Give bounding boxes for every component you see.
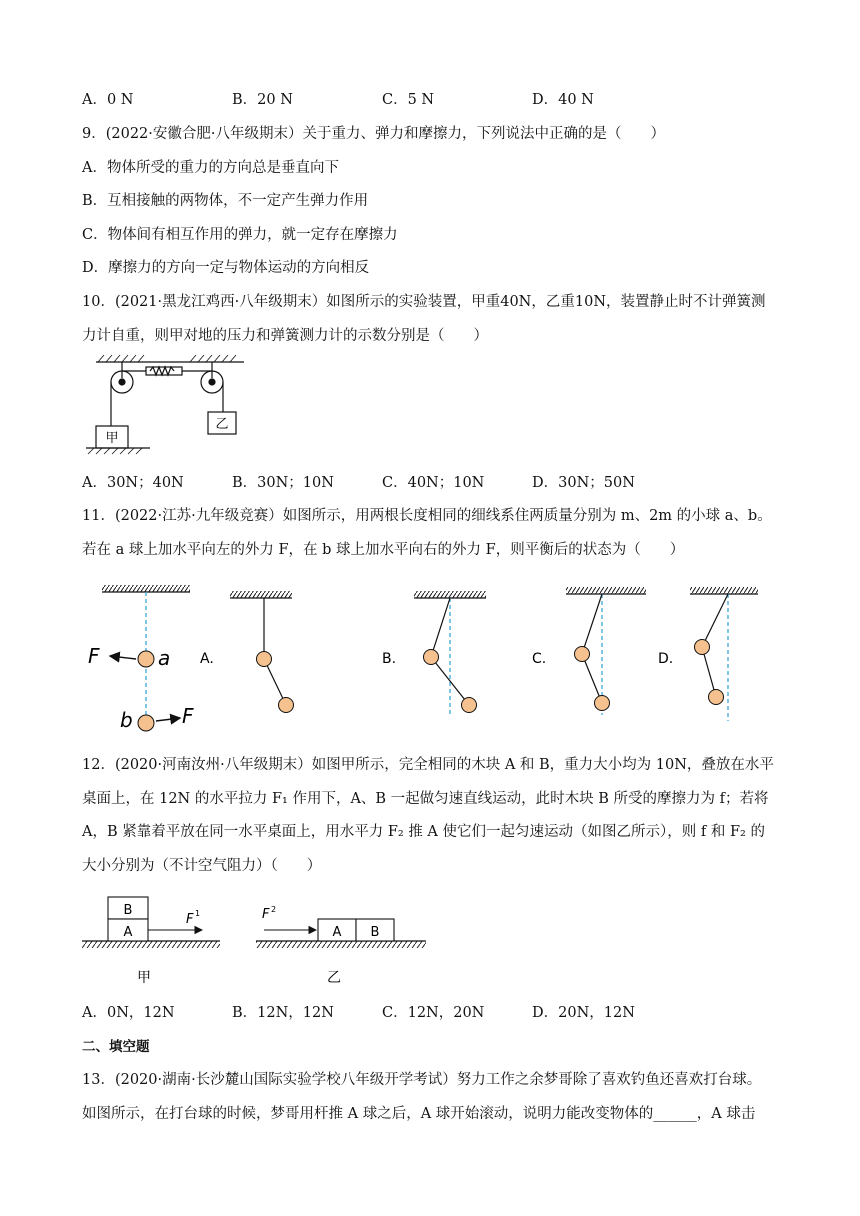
q10-stem-line1: 10．(2021·黑龙江鸡西·八年级期末）如图所示的实验装置，甲重40N，乙重10N，装置静止时不计弹簧测: [82, 294, 766, 310]
q11-ball-b: b: [120, 708, 133, 732]
q10-stem-line2: 力计自重，则甲对地的压力和弹簧测力计的示数分别是（ ）: [82, 328, 488, 344]
q11-option-a: A.: [200, 651, 214, 667]
q12-force-f1-sub: 1: [195, 909, 201, 918]
q11-figure: [80, 575, 760, 735]
q8-option-d: D．40 N: [532, 92, 594, 108]
q8-option-b: B．20 N: [232, 92, 293, 108]
q12-option-d: D．20N，12N: [532, 1005, 635, 1021]
q12-force-f1: F: [186, 912, 194, 927]
q13-stem-line2: 如图所示，在打台球的时候，梦哥用杆推 A 球之后，A 球开始滚动，说明力能改变物体的______，A 球击: [82, 1106, 756, 1122]
q8-option-a: A．0 N: [82, 92, 134, 108]
q12-caption-yi: 乙: [327, 970, 341, 986]
q12-jia-block-a: A: [123, 925, 133, 940]
q10-option-d: D．30N；50N: [532, 475, 635, 491]
q11-stem-line1: 11．(2022·江苏·九年级竞赛）如图所示，用两根长度相同的细线系住两质量分别为 m、2m 的小球 a、b。: [82, 508, 772, 524]
q11-option-d: D.: [658, 651, 674, 667]
q9-option-b: B．互相接触的两物体，不一定产生弹力作用: [82, 193, 369, 209]
q12-stem-line4: 大小分别为（不计空气阻力）（ ）: [82, 858, 322, 874]
q9-option-c: C．物体间有相互作用的弹力，就一定存在摩擦力: [82, 227, 398, 243]
q10-pulley-figure: [80, 352, 260, 458]
q12-stem-line2: 桌面上，在 12N 的水平拉力 F₁ 作用下，A、B 一起做匀速直线运动，此时木块 B 所受的摩擦力为 f；若将: [82, 791, 769, 807]
q9-option-d: D．摩擦力的方向一定与物体运动的方向相反: [82, 260, 370, 276]
q12-option-c: C．12N，20N: [382, 1005, 485, 1021]
section-title: 二、填空题: [82, 1039, 150, 1055]
q12-yi-block-a: A: [332, 925, 342, 940]
q12-force-f2: F: [262, 907, 270, 922]
q13-stem-line1: 13．(2020·湖南·长沙麓山国际实验学校八年级开学考试）努力工作之余梦哥除了喜欢钓鱼还喜欢打台球。: [82, 1072, 762, 1088]
q11-force-right: F: [182, 704, 194, 728]
q11-force-left: F: [88, 644, 100, 668]
q10-option-c: C．40N；10N: [382, 475, 485, 491]
q9-option-a: A．物体所受的重力的方向总是垂直向下: [82, 160, 339, 176]
q11-stem-line2: 若在 a 球上加水平向左的外力 F，在 b 球上加水平向右的外力 F，则平衡后的状态为（ ）: [82, 542, 685, 558]
q12-yi-block-b: B: [370, 925, 380, 940]
q11-ball-a: a: [158, 646, 171, 670]
q10-option-b: B．30N；10N: [232, 475, 334, 491]
q12-force-f2-sub: 2: [271, 905, 277, 914]
q11-option-c: C.: [532, 651, 547, 667]
q10-label-yi: 乙: [215, 417, 229, 432]
q12-option-a: A．0N，12N: [82, 1005, 175, 1021]
q12-option-b: B．12N，12N: [232, 1005, 334, 1021]
q12-caption-jia: 甲: [137, 970, 151, 986]
q12-figure: [80, 888, 440, 988]
q12-stem-line1: 12．(2020·河南汝州·八年级期末）如图甲所示，完全相同的木块 A 和 B，重力大小均为 10N，叠放在水平: [82, 757, 774, 773]
q10-option-a: A．30N；40N: [82, 475, 184, 491]
q12-jia-block-b: B: [123, 903, 133, 918]
q11-option-b: B.: [382, 651, 397, 667]
q8-option-c: C．5 N: [382, 92, 435, 108]
q9-stem: 9．(2022·安徽合肥·八年级期末）关于重力、弹力和摩擦力，下列说法中正确的是（ ）: [82, 126, 665, 142]
q12-stem-line3: A，B 紧靠着平放在同一水平桌面上，用水平力 F₂ 推 A 使它们一起匀速运动（如图乙所示），则 f 和 F₂ 的: [82, 824, 765, 840]
q10-label-jia: 甲: [105, 431, 119, 446]
